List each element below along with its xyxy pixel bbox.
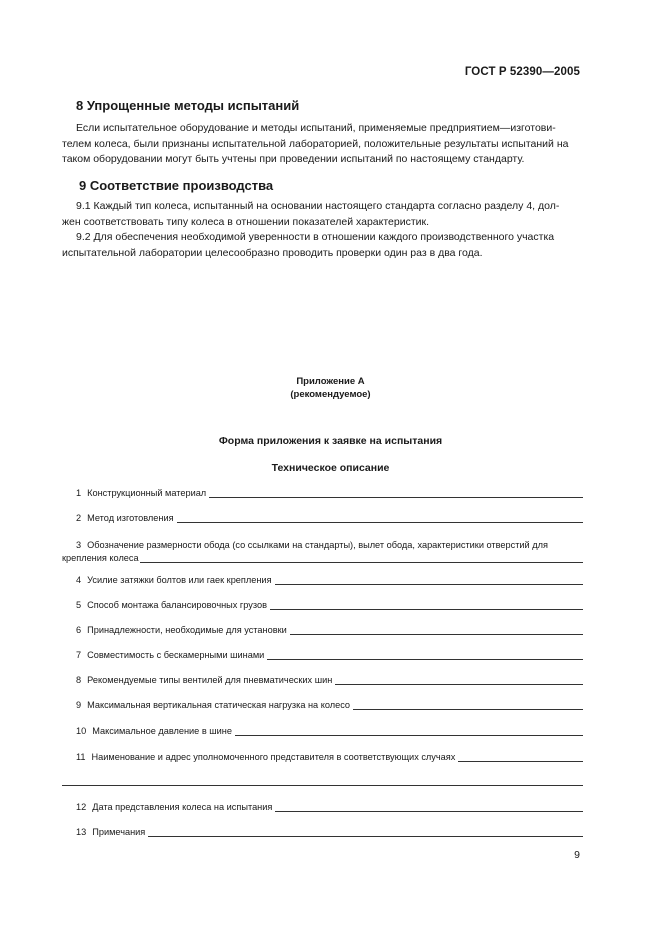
section-9-heading: 9 Соответствие производства bbox=[79, 178, 274, 193]
appendix-title: Приложение А bbox=[296, 376, 365, 387]
field-input-line-extra[interactable] bbox=[62, 785, 583, 786]
form-title: Форма приложения к заявке на испытания bbox=[218, 435, 443, 447]
field-label: Максимальная вертикальная статическая нагрузка на колесо bbox=[87, 700, 351, 710]
field-label: Рекомендуемые типы вентилей для пневматических шин bbox=[87, 675, 333, 685]
field-number: 6 bbox=[76, 625, 82, 635]
section-9-line: испытательной лаборатории целесообразно проводить проверки один раз в два года. bbox=[62, 246, 483, 259]
field-number: 9 bbox=[76, 700, 82, 710]
section-8-line: телем колеса, были признаны испытательной лабораторией, положительные результаты испытаний на bbox=[62, 137, 569, 150]
form-field-balance-weights[interactable] bbox=[76, 600, 583, 610]
field-number: 2 bbox=[76, 513, 82, 523]
field-label: Максимальное давление в шине bbox=[92, 726, 232, 736]
field-number: 11 bbox=[76, 752, 86, 762]
field-label: Метод изготовления bbox=[87, 513, 174, 523]
form-field-rim-designation bbox=[76, 540, 583, 550]
field-input-line[interactable] bbox=[140, 553, 583, 563]
field-input-line[interactable] bbox=[290, 625, 583, 635]
field-label: Усилие затяжки болтов или гаек крепления bbox=[87, 575, 272, 585]
appendix-subtitle: (рекомендуемое) bbox=[290, 389, 371, 400]
field-label: Наименование и адрес уполномоченного представителя в соответствующих случаях bbox=[91, 752, 456, 762]
form-field-valves[interactable] bbox=[76, 675, 583, 685]
field-number: 7 bbox=[76, 650, 82, 660]
field-input-line[interactable] bbox=[177, 513, 583, 523]
field-input-line[interactable] bbox=[353, 700, 583, 710]
field-number: 4 bbox=[76, 575, 82, 585]
form-field-submission-date[interactable] bbox=[76, 802, 583, 812]
field-input-line[interactable] bbox=[235, 726, 583, 736]
page-number: 9 bbox=[574, 849, 580, 861]
field-input-line[interactable] bbox=[458, 752, 583, 762]
form-field-notes[interactable] bbox=[76, 827, 583, 837]
field-input-line[interactable] bbox=[270, 600, 583, 610]
field-number: 3 bbox=[76, 540, 82, 550]
section-9-body bbox=[62, 199, 584, 261]
form-subtitle: Техническое описание bbox=[271, 462, 390, 474]
standard-code: ГОСТ Р 52390—2005 bbox=[464, 66, 580, 78]
form-field-accessories[interactable] bbox=[76, 625, 583, 635]
section-8-body bbox=[62, 121, 584, 168]
section-8-line: Если испытательное оборудование и методы испытаний, применяемые предприятием—изготови- bbox=[76, 122, 556, 134]
field-input-line[interactable] bbox=[275, 802, 583, 812]
section-9-line: 9.2 Для обеспечения необходимой уверенности в отношении каждого производственного участка bbox=[76, 231, 555, 243]
field-label: Принадлежности, необходимые для установки bbox=[87, 625, 287, 635]
field-number: 5 bbox=[76, 600, 82, 610]
field-label: Примечания bbox=[92, 827, 146, 837]
field-number: 1 bbox=[76, 488, 82, 498]
form-field-tubeless[interactable] bbox=[76, 650, 583, 660]
form-field-method[interactable] bbox=[76, 513, 583, 523]
field-input-line[interactable] bbox=[209, 488, 583, 498]
field-input-line[interactable] bbox=[275, 575, 583, 585]
field-label: крепления колеса bbox=[62, 553, 139, 563]
section-9-line: жен соответствовать типу колеса в отношении показателей характеристик. bbox=[62, 215, 430, 228]
field-input-line[interactable] bbox=[267, 650, 583, 660]
form-field-representative[interactable] bbox=[76, 752, 583, 762]
form-field-max-pressure[interactable] bbox=[76, 726, 583, 736]
field-label: Конструкционный материал bbox=[87, 488, 207, 498]
form-field-rim-designation-cont[interactable] bbox=[62, 553, 583, 563]
field-number: 13 bbox=[76, 827, 87, 837]
field-label: Совместимость с бескамерными шинами bbox=[87, 650, 265, 660]
field-label: Дата представления колеса на испытания bbox=[92, 802, 273, 812]
form-field-bolt-torque[interactable] bbox=[76, 575, 583, 585]
field-input-line[interactable] bbox=[335, 675, 583, 685]
section-9-line: 9.1 Каждый тип колеса, испытанный на основании настоящего стандарта согласно разделу 4, дол- bbox=[76, 200, 560, 212]
section-8-line: таком оборудовании могут быть учтены при проведении испытаний по настоящему стандарту. bbox=[62, 153, 525, 165]
form-field-material[interactable] bbox=[76, 488, 583, 498]
form-field-max-load[interactable] bbox=[76, 700, 583, 710]
field-number: 8 bbox=[76, 675, 82, 685]
section-8-heading: 8 Упрощенные методы испытаний bbox=[76, 98, 300, 113]
field-number: 12 bbox=[76, 802, 87, 812]
field-number: 10 bbox=[76, 726, 87, 736]
field-label: Способ монтажа балансировочных грузов bbox=[87, 600, 267, 610]
field-label: Обозначение размерности обода (со ссылками на стандарты), вылет обода, характеристики отверстий для bbox=[87, 540, 548, 550]
field-input-line[interactable] bbox=[148, 827, 583, 837]
